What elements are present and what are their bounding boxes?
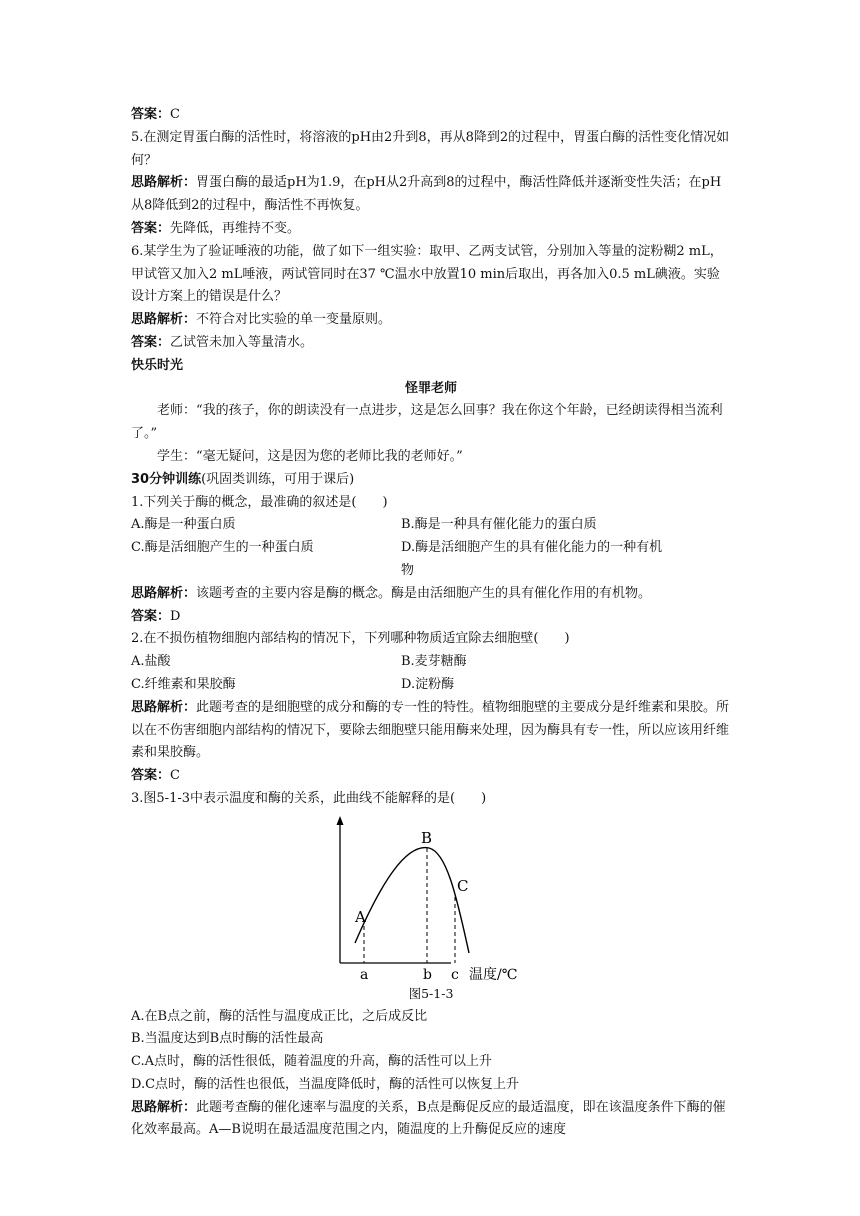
q3-option-b: B.当温度达到B点时酶的活性最高 [131,1031,324,1047]
question-5: 5.在测定胃蛋白酶的活性时，将溶液的pH由2升到8，再从8降到2的过程中，胃蛋白酶的活性变化情况如何？ [131,129,730,168]
q1-option-b: B.酶是一种具有催化能力的蛋白质 [401,517,597,533]
point-label-b: B [421,828,433,847]
story-teacher: 老师：“我的孩子，你的朗读没有一点进步，这是怎么回事？我在你这个年龄，已经朗读得相当流利了。” [131,403,723,442]
q2-options-row-1 [131,651,731,674]
analysis-3: 思路解析：此题考查酶的催化速率与温度的关系，B点是酶促反应的最适温度，即在该温度条件下酶的催化效率最高。A—B说明在最适温度范围之内，随温度的上升酶促反应的速度 [131,1099,726,1138]
q3-option-a: A.在B点之前，酶的活性与温度成正比，之后成反比 [131,1008,428,1024]
q1-options-row-2 [131,537,731,583]
point-label-a: A [355,907,366,926]
x-axis-label: 温度/℃ [469,966,518,983]
question-2: 2.在不损伤植物细胞内部结构的情况下，下列哪种物质适宜除去细胞壁( ) [131,631,570,647]
q3-option-c: C.A点时，酶的活性很低，随着温度的升高，酶的活性可以上升 [131,1054,493,1070]
enzyme-curve-svg [321,813,521,983]
section-happy-time: 快乐时光 [131,357,184,373]
q2-option-b: B.麦芽糖酶 [401,654,467,670]
document-page [131,104,731,1142]
tick-label-b: b [423,966,432,983]
story-title: 怪罪老师 [404,380,457,396]
q1-option-c: C.酶是活细胞产生的一种蛋白质 [131,540,314,556]
activity-curve [355,847,469,952]
analysis-1: 思路解析：该题考查的主要内容是酶的概念。酶是由活细胞产生的具有催化作用的有机物。 [131,585,652,601]
question-1: 1.下列关于酶的概念，最准确的叙述是( ) [131,494,388,510]
q2-options-row-2 [131,674,731,697]
temperature-enzyme-figure [131,813,731,983]
q3-option-d: D.C点时，酶的活性也很低，当温度降低时，酶的活性可以恢复上升 [131,1076,520,1092]
analysis-2: 思路解析：此题考查的是细胞壁的成分和酶的专一性的特性。植物细胞壁的主要成分是纤维素和果胶。所以在不伤害细胞内部结构的情况下，要除去细胞壁只能用酶来处理，因为酶具有专一性，所以应该用纤维素和果胶酶。 [131,699,730,761]
q1-option-a: A.酶是一种蛋白质 [131,517,236,533]
q2-option-a: A.盐酸 [131,654,171,670]
story-student: 学生：“毫无疑问，这是因为您的老师比我的老师好。” [157,448,463,464]
question-6: 6.某学生为了验证唾液的功能，做了如下一组实验：取甲、乙两支试管，分别加入等量的淀粉糊2 mL，甲试管又加入2 mL唾液，两试管同时在37 ℃温水中放置10 min后取出，再各加入0.5 mL碘液。实验设计方案上的错误是什么？ [131,243,723,305]
y-axis-arrow [337,816,344,825]
answer-2: 答案：C [131,768,180,784]
analysis-6: 思路解析：不符合对比实验的单一变量原则。 [131,312,392,328]
q2-option-c: C.纤维素和果胶酶 [131,676,236,692]
answer-6: 答案：乙试管未加入等量清水。 [131,334,314,350]
answer-5: 答案：先降低，再维持不变。 [131,220,301,236]
q1-option-d: D.酶是活细胞产生的具有催化能力的一种有机物 [401,540,663,578]
section-training: 30分钟训练(巩固类训练，可用于课后) [131,471,355,487]
analysis-5: 思路解析：胃蛋白酶的最适pH为1.9，在pH从2升高到8的过程中，酶活性降低并逐渐变性失活；在pH从8降低到2的过程中，酶活性不再恢复。 [131,175,722,214]
q2-option-d: D.淀粉酶 [401,676,455,692]
answer-line: 答案：C [131,107,180,122]
tick-label-c: c [451,966,459,983]
figure-caption: 图5-1-3 [408,985,454,1001]
tick-label-a: a [360,966,369,983]
q1-options-row-1 [131,514,731,537]
question-3: 3.图5-1-3中表示温度和酶的关系，此曲线不能解释的是( ) [131,790,487,806]
answer-1: 答案：D [131,608,181,624]
point-label-c: C [457,876,469,895]
